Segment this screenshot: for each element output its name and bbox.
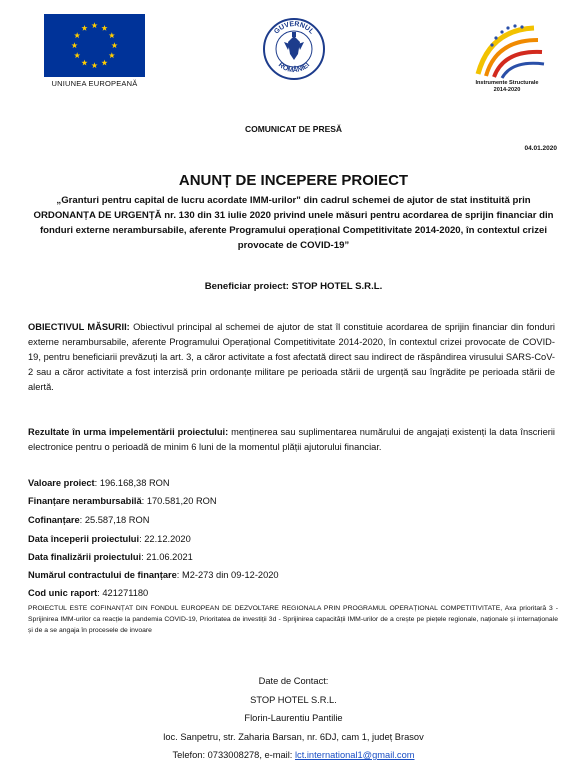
contact-company: STOP HOTEL S.R.L. <box>250 694 337 705</box>
contact-email-link[interactable]: lct.international1@gmail.com <box>294 750 415 760</box>
contact-phone: Telefon: 0733008278, e-mail: <box>172 750 295 760</box>
structural-instruments-logo <box>472 22 546 80</box>
results-label: Rezultate în urma impelementării proiectului: <box>28 427 229 437</box>
project-subtitle: „Granturi pentru capital de lucru acordate IMM-urilor" din cadrul schemei de ajutor de stat instituită prin ORDONANȚA DE URGENȚĂ nr. 130 din 31 iulie 2020 privind unele măsuri pentru acordarea de sprijin financiar din fonduri externe nerambursabile, aferente Programului operațional Competitivitate 2014-2020, în contextul crizei provocate de COVID-19” <box>33 195 554 251</box>
results-paragraph <box>28 425 555 455</box>
cofinancing-note: PROIECTUL ESTE COFINANȚAT DIN FONDUL EUROPEAN DE DEZVOLTARE REGIONALA PRIN PROGRAMUL OPERAȚIONAL COMPETITIVITATE, Axa prioritară 3 - Sprijinirea IMM-urilor ca reacție la pandemia COVID-19, Prioritatea de investiții 3d - Sprijinirea capacității IMM-urilor de a crește pe piețele regionale, naționale și internaționale și de a se angaja în procesele de invoare <box>28 605 558 634</box>
detail-end-date: Data finalizării proiectului: 21.06.2021 <box>28 552 193 562</box>
contact-heading: Date de Contact: <box>258 676 329 686</box>
eu-label: UNIUNEA EUROPEANĂ <box>51 79 138 88</box>
contact-address: loc. Sanpetru, str. Zaharia Barsan, nr. 6DJ, cam 1, județ Brasov <box>163 731 424 742</box>
detail-contract-number: Numărul contractului de finanțare: M2-273 din 09-12-2020 <box>28 570 279 580</box>
document-date: 04.01.2020 <box>524 145 557 152</box>
seal-text-bottom: ROMÂNIEI <box>276 61 312 75</box>
detail-grant-amount: Finanțare nerambursabilă: 170.581,20 RON <box>28 496 217 506</box>
contact-block <box>0 672 587 765</box>
press-release-heading: COMUNICAT DE PRESĂ <box>244 124 343 134</box>
contact-person: Florin-Laurentiu Pantilie <box>244 713 343 723</box>
objective-text: Obiectivul principal al schemei de ajutor de stat îl constituie acordarea de sprijin financiar din fonduri externe nerambursabile, aferente Programului Operațional Competitivitate 2014-2020, în contextul crizei provocate de COVID-19, pentru beneficiarii prevăzuți la art. 3, a căror activitate a fost afectată direct sau indirect de răspândirea virusului SARS-CoV-2 sau a căror activitate a fost interzisă prin ordonanțe militare pe perioada stării de urgență sau îngrădite pe perioada stării de alertă. <box>28 322 555 392</box>
detail-start-date: Data începerii proiectului: 22.12.2020 <box>28 534 191 544</box>
results-text: menținerea sau suplimentarea numărului de angajați existenți la data înscrierii electronice pentru o perioadă de minim 6 luni de la momentul plății ajutorului financiar. <box>28 427 555 452</box>
contact-phone-email <box>0 746 587 765</box>
detail-cofinancing: Cofinanțare: 25.587,18 RON <box>28 515 150 525</box>
eu-flag-logo <box>44 14 145 77</box>
is-label-line2: 2014-2020 <box>493 87 521 93</box>
objective-label: OBIECTIVUL MĂSURII: <box>28 322 130 332</box>
is-label-line1: Instrumente Structurale <box>475 80 539 86</box>
measure-objective-paragraph <box>28 320 555 395</box>
beneficiary-line: Beneficiar proiect: STOP HOTEL S.R.L. <box>204 281 383 292</box>
page-title: ANUNȚ DE INCEPERE PROIECT <box>178 172 409 189</box>
detail-report-code: Cod unic raport: 421271180 <box>28 588 149 598</box>
government-seal-logo <box>262 12 326 84</box>
seal-text-top: GUVERNUL <box>273 20 315 36</box>
structural-instruments-label <box>452 80 562 94</box>
detail-project-value: Valoare proiect: 196.168,38 RON <box>28 478 170 488</box>
